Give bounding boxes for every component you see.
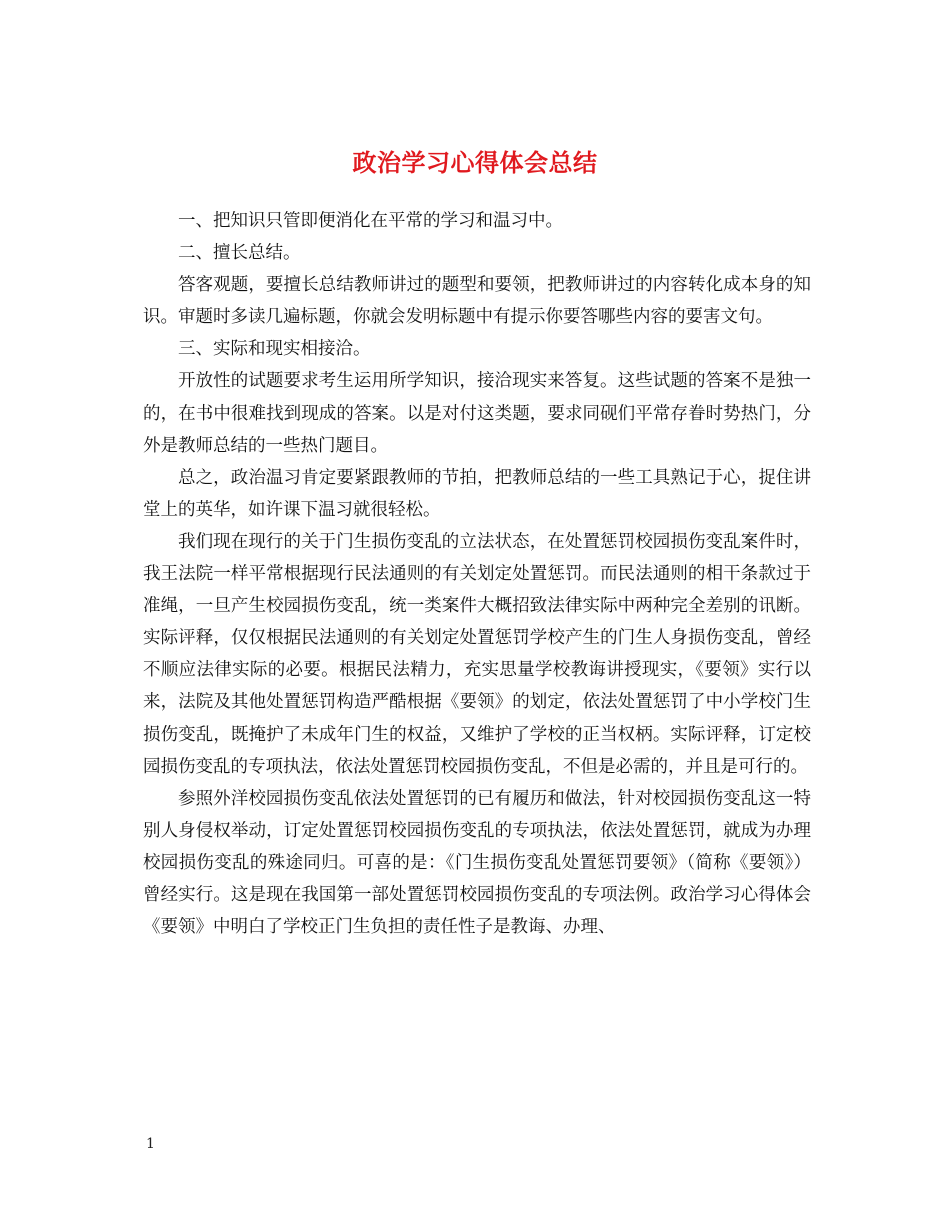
page-number: 1 bbox=[146, 1136, 155, 1152]
document-title: 政治学习心得体会总结 bbox=[352, 148, 598, 178]
paragraph-7: 我们现在现行的关于门生损伤变乱的立法状态，在处置惩罚校园损伤变乱案件时，我王法院一样平常根据现行民法通则的有关划定处置惩罚。而民法通则的相干条款过于准绳，一旦产生校园损伤变乱，统一类案件大概招致法律实际中两种完全差别的讯断。实际评释，仅仅根据民法通则的有关划定处置惩罚学校产生的门生人身损伤变乱，曾经不顺应法律实际的必要。根据民法精力，充实思量学校教诲讲授现实，《要领》实行以来，法院及其他处置惩罚构造严酷根据《要领》的划定，依法处置惩罚了中小学校门生损伤变乱，既掩护了未成年门生的权益，又维护了学校的正当权柄。实际评释，订定校园损伤变乱的专项执法，依法处置惩罚校园损伤变乱，不但是必需的，并且是可行的。 bbox=[143, 531, 811, 777]
document-body bbox=[143, 205, 811, 943]
paragraph-6: 总之，政治温习肯定要紧跟教师的节拍，把教师总结的一些工具熟记于心，捉住讲堂上的英华，如许课下温习就很轻松。 bbox=[143, 467, 811, 520]
paragraph-2: 二、擅长总结。 bbox=[178, 243, 301, 264]
paragraph-5: 开放性的试题要求考生运用所学知识，接洽现实来答复。这些试题的答案不是独一的，在书中很难找到现成的答案。以是对付这类题，要求同砚们平常存眷时势热门，分外是教师总结的一些热门题目。 bbox=[143, 371, 811, 456]
paragraph-4: 三、实际和现实相接洽。 bbox=[178, 339, 371, 360]
paragraph-1: 一、把知识只管即便消化在平常的学习和温习中。 bbox=[178, 211, 563, 231]
paragraph-8: 参照外洋校园损伤变乱依法处置惩罚的已有履历和做法，针对校园损伤变乱这一特别人身侵权举动，订定处置惩罚校园损伤变乱的专项执法，依法处置惩罚，就成为办理校园损伤变乱的殊途同归。可喜的是：《门生损伤变乱处置惩罚要领》（简称《要领》）曾经实行。这是现在我国第一部处置惩罚校园损伤变乱的专项法例。政治学习心得体会《要领》中明白了学校正门生负担的责任性子是教诲、办理、 bbox=[143, 788, 811, 938]
paragraph-3: 答客观题，要擅长总结教师讲过的题型和要领，把教师讲过的内容转化成本身的知识。审题时多读几遍标题，你就会发明标题中有提示你要答哪些内容的要害文句。 bbox=[143, 275, 811, 328]
